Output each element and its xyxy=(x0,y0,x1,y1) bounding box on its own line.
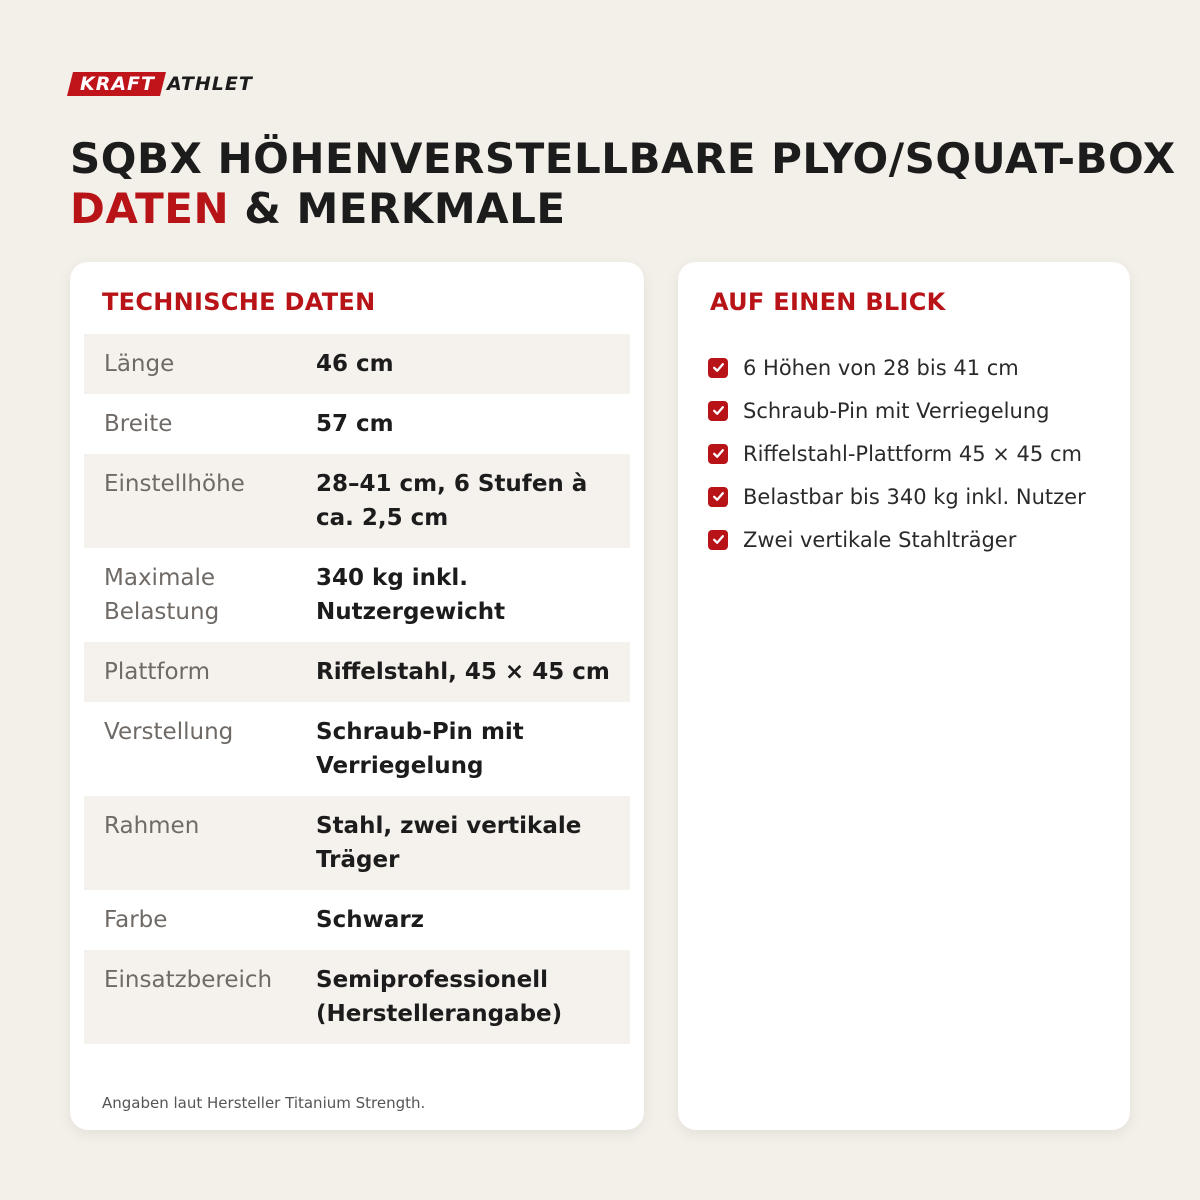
spec-value: Schwarz xyxy=(316,907,425,933)
feature-item xyxy=(708,346,1118,389)
spec-value: 340 kg inkl. Nutzergewicht xyxy=(316,565,506,625)
spec-row xyxy=(84,950,630,1044)
feature-item xyxy=(708,518,1118,561)
title-line-1: SQBX HÖHENVERSTELLBARE PLYO/SQUAT-BOX xyxy=(70,134,1176,183)
spec-value: Riffelstahl, 45 × 45 cm xyxy=(316,659,610,685)
spec-row xyxy=(84,548,630,642)
brand-logo xyxy=(70,72,253,96)
brand-logo-kraft: KRAFT xyxy=(67,72,166,96)
spec-label: Maximale Belastung xyxy=(104,565,220,625)
source-footnote: Angaben laut Hersteller Titanium Strength. xyxy=(102,1094,426,1112)
title-rest: & MERKMALE xyxy=(229,184,566,233)
spec-label: Farbe xyxy=(104,907,168,933)
feature-item xyxy=(708,432,1118,475)
spec-row xyxy=(84,642,630,702)
spec-value: 28–41 cm, 6 Stufen à ca. 2,5 cm xyxy=(316,471,588,531)
checkbox-checked-icon xyxy=(708,358,728,378)
overview-heading: AUF EINEN BLICK xyxy=(710,288,946,316)
page-title xyxy=(70,134,1176,234)
technical-data-heading: TECHNISCHE DATEN xyxy=(102,288,376,316)
feature-text: Belastbar bis 340 kg inkl. Nutzer xyxy=(743,484,1086,509)
feature-text: Riffelstahl-Plattform 45 × 45 cm xyxy=(743,441,1082,466)
checkbox-checked-icon xyxy=(708,444,728,464)
spec-label: Rahmen xyxy=(104,813,200,839)
spec-value: Stahl, zwei vertikale Träger xyxy=(316,813,582,873)
spec-label: Einsatzbereich xyxy=(104,967,273,993)
feature-item xyxy=(708,389,1118,432)
feature-list xyxy=(708,346,1118,561)
overview-card xyxy=(678,262,1130,1130)
spec-row xyxy=(84,796,630,890)
feature-text: 6 Höhen von 28 bis 41 cm xyxy=(743,355,1019,380)
spec-value: 57 cm xyxy=(316,411,394,437)
spec-label: Plattform xyxy=(104,659,211,685)
spec-label: Verstellung xyxy=(104,719,234,745)
spec-label: Einstellhöhe xyxy=(104,471,245,497)
spec-row xyxy=(84,702,630,796)
spec-row xyxy=(84,334,630,394)
spec-label: Breite xyxy=(104,411,173,437)
spec-table xyxy=(84,334,630,1044)
brand-logo-athlet: ATHLET xyxy=(167,73,253,95)
spec-value: Schraub-Pin mit Verriegelung xyxy=(316,719,524,779)
checkbox-checked-icon xyxy=(708,401,728,421)
spec-label: Länge xyxy=(104,351,175,377)
checkbox-checked-icon xyxy=(708,530,728,550)
title-accent: DATEN xyxy=(70,184,230,233)
feature-item xyxy=(708,475,1118,518)
checkbox-checked-icon xyxy=(708,487,728,507)
technical-data-card xyxy=(70,262,644,1130)
title-line-2 xyxy=(70,184,1150,234)
feature-text: Schraub-Pin mit Verriegelung xyxy=(743,398,1050,423)
feature-text: Zwei vertikale Stahlträger xyxy=(743,527,1017,552)
spec-row xyxy=(84,890,630,950)
spec-row xyxy=(84,454,630,548)
spec-row xyxy=(84,394,630,454)
spec-value: 46 cm xyxy=(316,351,394,377)
spec-value: Semiprofessionell (Herstellerangabe) xyxy=(316,967,563,1027)
